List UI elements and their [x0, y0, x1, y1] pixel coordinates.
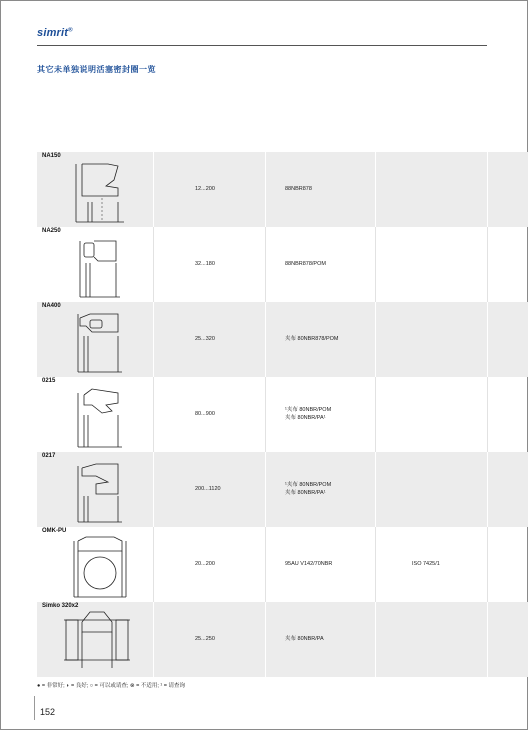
page-title: 其它未单独说明活塞密封圈一览	[37, 65, 156, 74]
legend: ● = 非常好; ◗ = 良好; ○ = 可以或请查; ⊗ = 不适用; ¹ = 请查询	[37, 683, 185, 689]
footer-rule	[34, 696, 35, 720]
table-row-na250	[37, 227, 528, 302]
material: 夹布 80NBR/PA	[285, 636, 324, 642]
row-label: 0215	[42, 378, 56, 384]
row-label: 0217	[42, 453, 56, 459]
table-row-0217	[37, 452, 528, 527]
seal-drawing-0215	[72, 383, 128, 449]
material: 夹布 80NBR878/POM	[285, 336, 339, 342]
table-row-simko-320x2	[37, 602, 528, 677]
material: 88NBR878/POM	[285, 261, 326, 267]
material: 95AU V142/70NBR	[285, 561, 333, 567]
row-label: OMK-PU	[42, 528, 67, 534]
row-label: NA400	[42, 303, 61, 309]
size-range: 200...1120	[195, 486, 221, 492]
seal-drawing-na400	[72, 308, 128, 374]
material: ¹夹布 80NBR/POM 夹布 80NBR/PA¹	[285, 482, 332, 496]
row-label: NA150	[42, 153, 61, 159]
table-row-na400	[37, 302, 528, 377]
row-label: Simko 320x2	[42, 603, 79, 609]
seal-drawing-na150	[72, 158, 128, 224]
size-range: 20...200	[195, 561, 215, 567]
table-row-omk-pu	[37, 527, 528, 602]
size-range: 25...320	[195, 336, 215, 342]
table-row-na150	[37, 152, 528, 227]
material: 88NBR878	[285, 186, 312, 192]
seal-drawing-na250	[72, 233, 128, 299]
material: ¹夹布 80NBR/POM 夹布 80NBR/PA¹	[285, 407, 332, 421]
row-label: NA250	[42, 228, 61, 234]
size-range: 80...900	[195, 411, 215, 417]
size-range: 32...180	[195, 261, 215, 267]
standard: ISO 7425/1	[412, 561, 440, 567]
page-number: 152	[40, 707, 56, 717]
size-range: 25...250	[195, 636, 215, 642]
table-row-0215	[37, 377, 528, 452]
seal-table	[37, 152, 528, 677]
brand-logo: simrit®	[37, 27, 73, 39]
seal-drawing-simko-320x2	[59, 608, 135, 674]
seal-drawing-omk-pu	[72, 533, 128, 599]
size-range: 12...200	[195, 186, 215, 192]
seal-drawing-0217	[72, 458, 128, 524]
header-rule	[37, 45, 487, 46]
